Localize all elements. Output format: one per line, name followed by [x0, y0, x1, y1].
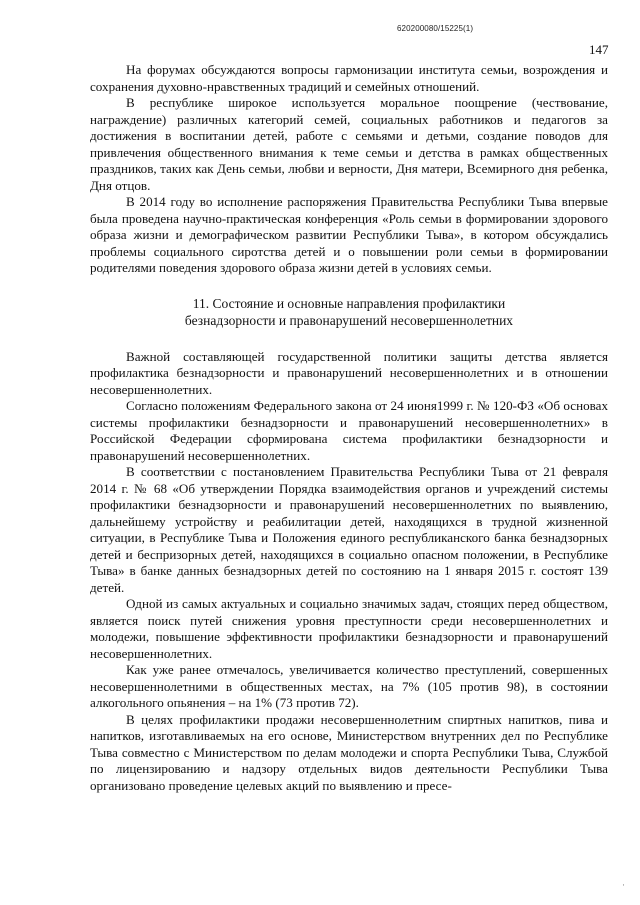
paragraph: Согласно положениям Федерального закона от 24 июня1999 г. № 120-ФЗ «Об основах системы профилактики безнадзорности и правонарушений несовершеннолетних» в Российской Федерации сформирована система профилактики безнадзорности и правонарушений несовершеннолетних.	[90, 398, 608, 463]
document-code: 620200080/15225(1)	[397, 24, 474, 33]
paragraph: В республике широкое используется моральное поощрение (чествование, награждение) различных категорий семей, социальных работников и педагогов за достижения в воспитании детей, работе с семьями и детьми, создание поводов для привлечения общественного внимания к теме семьи и детства в рамках общественных праздников, таких как День семьи, любви и верности, Дня матери, Всемирного дня ребенка, Дня отцов.	[90, 95, 608, 193]
page-number: 147	[589, 42, 609, 57]
page-body	[90, 62, 608, 794]
paragraph: В целях профилактики продажи несовершеннолетним спиртных напитков, пива и напитков, изготавливаемых на его основе, Министерством внутренних дел по Республике Тыва совместно с Министерством по делам молодежи и спорта Республики Тыва, Службой по лицензированию и надзору отдельных видов деятельности Республики Тыва организовано проведение целевых акций по выявлению и пресе-	[90, 711, 608, 793]
section-heading-line-1: 11. Состояние и основные направления профилактики	[192, 295, 506, 311]
edge-mark: ·	[622, 880, 625, 890]
paragraph: Одной из самых актуальных и социально значимых задач, стоящих перед обществом, является поиск путей снижения уровня преступности среди несовершеннолетних и молодежи, повышение эффективности профилактики безнадзорности и правонарушений несовершеннолетних.	[90, 596, 608, 661]
section-heading-line-2: безнадзорности и правонарушений несовершеннолетних	[184, 312, 514, 328]
paragraph: Важной составляющей государственной политики защиты детства является профилактика безнадзорности и правонарушений несовершеннолетних и в отношении несовершеннолетних.	[90, 348, 608, 397]
paragraph: В 2014 году во исполнение распоряжения Правительства Республики Тыва впервые была проведена научно-практическая конференция «Роль семьи в формировании здорового образа жизни и демографическом развитии Республики Тыва», в котором обсуждались проблемы социального сиротства детей и о повышении роли семьи в формировании родителями поведения здорового образа жизни детей в условиях семьи.	[90, 194, 608, 275]
paragraph: Как уже ранее отмечалось, увеличивается количество преступлений, совершенных несовершеннолетними в общественных местах, на 7% (105 против 98), в состоянии алкогольного опьянения – на 1% (73 против 72).	[90, 662, 608, 710]
paragraph: В соответствии с постановлением Правительства Республики Тыва от 21 февраля 2014 г. № 68 «Об утверждении Порядка взаимодействия органов и учреждений системы профилактики безнадзорности и правонарушений несовершеннолетних по выявлению, дальнейшему устройству и реабилитации детей, находящихся в трудной жизненной ситуации, в Республике Тыва и Положения единого республиканского банка безнадзорных детей и беспризорных детей, находящихся в социально опасном положении, в Республике Тыва» в банке данных безнадзорных детей по состоянию на 1 января 2015 г. состоят 139 детей.	[90, 464, 608, 595]
paragraph: На форумах обсуждаются вопросы гармонизации института семьи, возрождения и сохранения духовно-нравственных традиций и семейных отношений.	[90, 62, 608, 94]
section-heading	[90, 295, 608, 329]
